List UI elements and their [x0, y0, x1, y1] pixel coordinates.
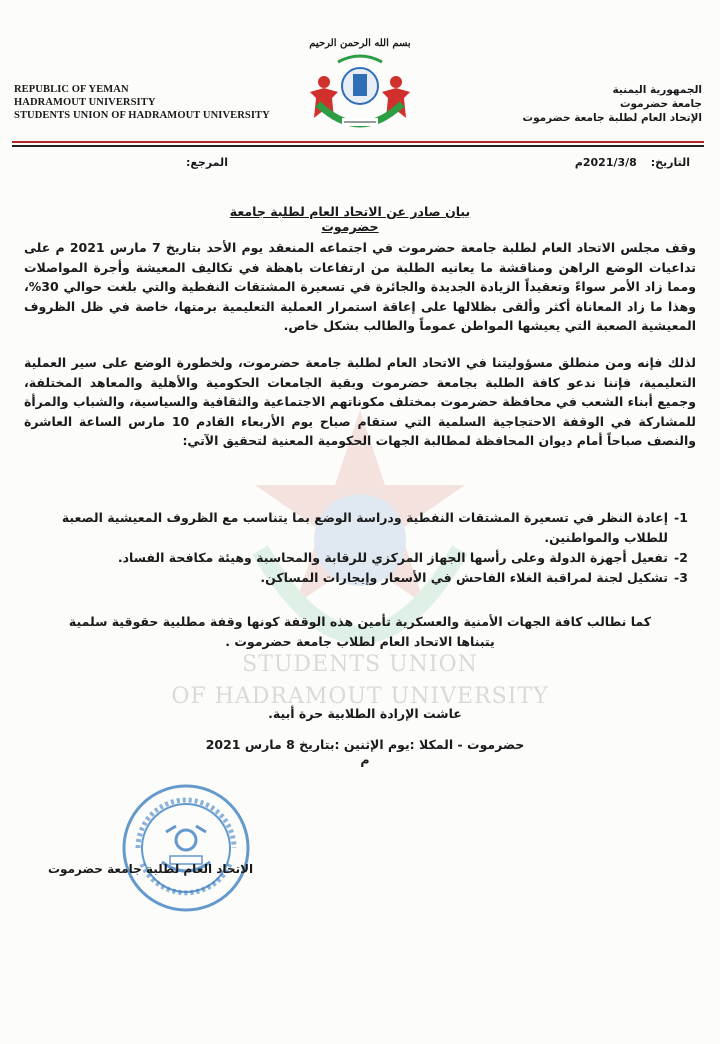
header-rule-red: [12, 141, 704, 143]
demand-item: [24, 568, 696, 588]
paragraph-2: لذلك فإنه ومن منطلق مسؤوليتنا في الاتحاد العام لطلبة جامعة حضرموت، ولخطورة الوضع على سير العملية التعليمية، فإننا ندعو كافة الطلبة بجامعة حضرموت وبقية الجامعات الحكومية والأهلية والمعاهد المختلفة، وجميع أبناء الشعب في محافظة حضرموت بمختلف مكوناتهم الاجتماعية والثقافية والسياسية، والشباب والمرأة للمشاركة في الوقفة الاحتجاجية السلمية التي ستقام صباح يوم الأربعاء القادم 10 مارس الساعة العاشرة والنصف صباحاً أمام ديوان المحافظة لمطالبة الجهات الحكومية المعنية لتحقيق الآتي:: [24, 355, 696, 448]
date-label: التاريخ:: [650, 156, 690, 169]
header-arabic-line1: الجمهورية اليمنية: [612, 84, 702, 96]
demand-item: [24, 508, 696, 548]
demand-number: -3: [674, 570, 688, 585]
statement-title: بيان صادر عن الاتحاد العام لطلبة جامعة حضرموت: [229, 204, 471, 234]
demand-text: تفعيل أجهزة الدولة وعلى رأسها الجهاز المركزي للرقابة والمحاسبة وهيئة مكافحة الفساد.: [117, 550, 668, 565]
paragraph-1: وقف مجلس الاتحاد العام لطلبة جامعة حضرموت في اجتماعه المنعقد يوم الأحد بتاريخ 7 مارس 2021 م على تداعيات الوضع الراهن ومناقشة ما يعانيه الطلبة من ارتفاعات باهظة في تكاليف المعيشة وأجرة المواصلات ومما زاد الأمر سواءً وتعقيداً الزيادة الجديدة والجائرة في تسعيرة المشتقات النفطية والتي بلغت حوالي 30%، وهذا ما زاد المعاناة أكثر وألقى بظلالها على إعاقة استمرار العملية التعليمية برمتها، خاصة في ظل الظروف المعيشية الصعبة التي يعيشها المواطن عموماً والطالب بشكل خاص.: [24, 240, 696, 333]
header-english-line2: HADRAMOUT UNIVERSITY: [14, 97, 156, 108]
official-stamp-icon: [120, 782, 252, 914]
slogan: عاشت الإرادة الطلابية حرة أبية.: [268, 706, 462, 721]
header-arabic-line3: الإتحاد العام لطلبة جامعة حضرموت: [522, 112, 702, 124]
demand-number: -2: [674, 550, 688, 565]
header-english: [14, 83, 270, 122]
date-value: 2021/3/8م: [574, 156, 637, 169]
place-date-line: حضرموت - المكلا :يوم الإثنين :بتاريخ 8 مارس 2021 م: [205, 737, 525, 767]
demand-text: إعادة النظر في تسعيرة المشتقات النفطية ودراسة الوضع بما يتناسب مع الظروف المعيشية الصعبة للطلاب والمواطنين.: [61, 510, 668, 545]
reference-field: [186, 156, 228, 169]
date-field: [575, 156, 690, 169]
reference-label: المرجع:: [186, 156, 228, 169]
demand-item: [24, 548, 696, 568]
demand-text: تشكيل لجنة لمراقبة الغلاء الفاحش في الأسعار وإيجارات المساكن.: [260, 570, 668, 585]
paragraph-3: كما نطالب كافة الجهات الأمنية والعسكرية تأمين هذه الوقفة كونها وقفة مطلبية حقوقية سلمية يتبناها الاتحاد العام لطلاب جامعة حضرموت .: [68, 614, 652, 649]
header-arabic-line2: جامعة حضرموت: [619, 98, 702, 110]
basmala: بسم الله الرحمن الرحيم: [309, 38, 411, 49]
signature-line: الاتحاد العام لطلبة جامعة حضرموت: [48, 862, 254, 876]
demands-list: [24, 508, 696, 588]
watermark-text-line1: STUDENTS UNION: [242, 652, 478, 677]
union-logo-icon: [298, 52, 422, 136]
header-english-line1: REPUBLIC OF YEMAN: [14, 84, 129, 95]
header-english-line3: STUDENTS UNION OF HADRAMOUT UNIVERSITY: [14, 110, 270, 121]
header-arabic: [523, 83, 702, 125]
demand-number: -1: [674, 510, 688, 525]
header-rule-black: [12, 145, 704, 147]
watermark-text-line2: OF HADRAMOUT UNIVERSITY: [171, 684, 549, 709]
